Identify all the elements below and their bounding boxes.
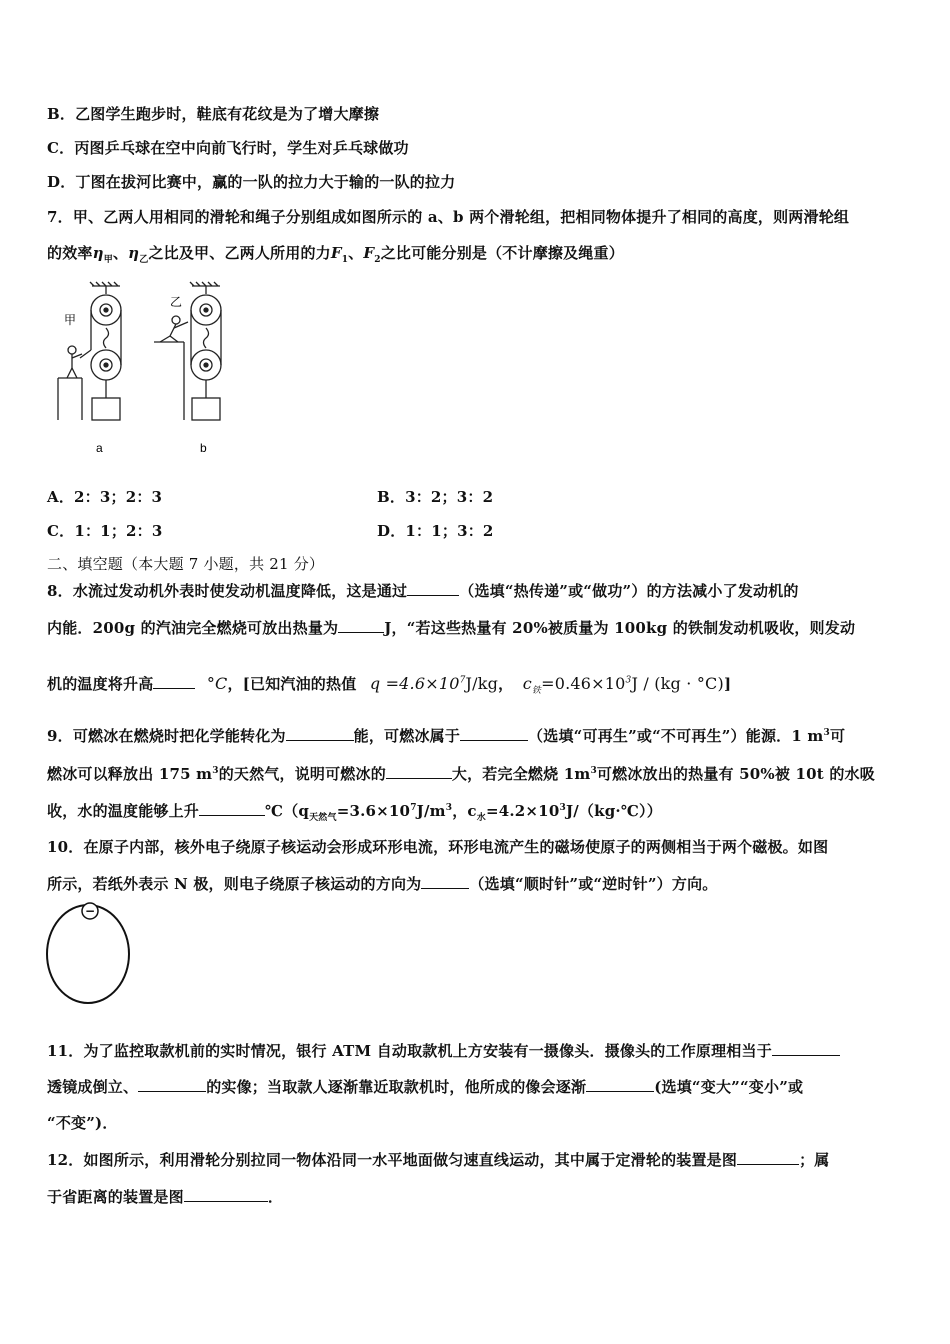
q12-blank-1[interactable] bbox=[737, 1150, 799, 1165]
electron-sign: − bbox=[84, 904, 96, 918]
section-title: 二、填空题（本大题 7 小题，共 21 分） bbox=[47, 555, 325, 573]
q12-line1: 12．如图所示，利用滑轮分别拉同一物体沿同一水平地面做匀速直线运动，其中属于定滑轮的装置是图 ；属 bbox=[47, 1151, 830, 1169]
q8-blank-1[interactable] bbox=[407, 581, 459, 596]
q11-line2: 透镜成倒立、 的实像；当取款人逐渐靠近取款机时，他所成的像会逐渐 (选填“变大”“变小”或 bbox=[47, 1078, 804, 1096]
q7-option-d: D．1：1；3：2 bbox=[377, 522, 494, 540]
gasoline-heat-value: $q =4.6\times 10^7J/kg$ bbox=[369, 674, 499, 693]
q11-blank-3[interactable] bbox=[586, 1077, 654, 1092]
q9-line1: 9．可燃冰在燃烧时把化学能转化为 能，可燃冰属于 （选填“可再生”或“不可再生”）能源．1 $m^3$可 bbox=[47, 727, 846, 745]
q7-option-c: C．1：1；2：3 bbox=[47, 522, 163, 540]
orbit-circle bbox=[47, 905, 129, 1003]
q9-line3: 收，水的温度能够上升 $℃(q_{天然气}=3.6\times 10^7J/m^3$，$c_水=4.2\times 10^3J/(kg\cdot℃)$） bbox=[47, 802, 662, 823]
person-b-label: 乙 bbox=[170, 295, 183, 309]
eta-symbol: η bbox=[92, 244, 104, 262]
q12-line2: 于省距离的装置是图 ． bbox=[47, 1188, 284, 1206]
q7-stem-line2: 的效率$\eta_甲$、$\eta_乙$之比及甲、乙两人所用的力$F_1$、$F_2$之比可能分别是（不计摩擦及绳重） bbox=[47, 244, 624, 265]
q10-line1: 10．在原子内部，核外电子绕原子核运动会形成环形电流，环形电流产生的磁场使原子的两侧相当于两个磁极。如图 bbox=[47, 838, 829, 856]
q6-option-d: D．丁图在拔河比赛中，赢的一队的拉力大于输的一队的拉力 bbox=[47, 173, 456, 191]
q9-blank-2[interactable] bbox=[460, 726, 528, 741]
q9-blank-3[interactable] bbox=[386, 764, 452, 779]
q6-option-b: B．乙图学生跑步时，鞋底有花纹是为了增大摩擦 bbox=[47, 105, 380, 123]
pulley-system-figure bbox=[50, 280, 250, 460]
q9-line2: 燃冰可以释放出 175 $m^3$的天然气，说明可燃冰的 大，若完全燃烧 $1m^3$可燃冰放出的热量有 50%被 10t 的水吸 bbox=[47, 765, 875, 783]
q8-blank-3[interactable] bbox=[153, 674, 195, 689]
q11-line3: “不变”)． bbox=[47, 1114, 118, 1132]
q6-option-c: C．丙图乒乓球在空中向前飞行时，学生对乒乓球做功 bbox=[47, 139, 409, 157]
pulley-group-b bbox=[154, 282, 221, 420]
q8-blank-2[interactable] bbox=[338, 618, 384, 633]
q9-blank-4[interactable] bbox=[199, 801, 265, 816]
q10-blank[interactable] bbox=[421, 874, 469, 889]
iron-specific-heat: $c_铁=0.46\times 10^3J / (kg \cdot ^\circ C)$ bbox=[522, 674, 724, 697]
q12-blank-2[interactable] bbox=[184, 1187, 268, 1202]
figure-a-label: a bbox=[96, 441, 103, 455]
q11-line1: 11．为了监控取款机前的实时情况，银行 ATM 自动取款机上方安装有一摄像头．摄像头的工作原理相当于 bbox=[47, 1040, 840, 1061]
q11-blank-1[interactable] bbox=[772, 1041, 840, 1056]
q8-line2: 内能．200g 的汽油完全燃烧可放出热量为 J，“若这些热量有 20%被质量为 100kg 的铁制发动机吸收，则发动 bbox=[47, 619, 856, 637]
q7-option-a: A．2：3；2：3 bbox=[47, 488, 163, 506]
q8-line3: 机的温度将升高 °C，[已知汽油的热值 $q =4.6\times 10^7J/kg$， $c_铁=0.46\times 10^3J / (kg \cdot ^\circ C)$] bbox=[47, 674, 732, 697]
figure-b-label: b bbox=[200, 441, 207, 455]
q7-option-b: B．3：2；3：2 bbox=[377, 488, 494, 506]
person-a-label: 甲 bbox=[64, 313, 77, 327]
q9-blank-1[interactable] bbox=[286, 726, 354, 741]
electron-orbit-figure bbox=[44, 900, 134, 1006]
q8-line1: 8．水流过发动机外表时使发动机温度降低，这是通过 （选填“热传递”或“做功”）的方法减小了发动机的 bbox=[47, 582, 799, 600]
q11-blank-2[interactable] bbox=[138, 1077, 206, 1092]
pulley-group-a bbox=[58, 282, 121, 420]
q7-stem-line1: 7．甲、乙两人用相同的滑轮和绳子分别组成如图所示的 a、b 两个滑轮组，把相同物体提升了相同的高度，则两滑轮组 bbox=[47, 208, 850, 226]
q10-line2: 所示，若纸外表示 N 极，则电子绕原子核运动的方向为 （选填“顺时针”或“逆时针”）方向。 bbox=[47, 875, 718, 893]
